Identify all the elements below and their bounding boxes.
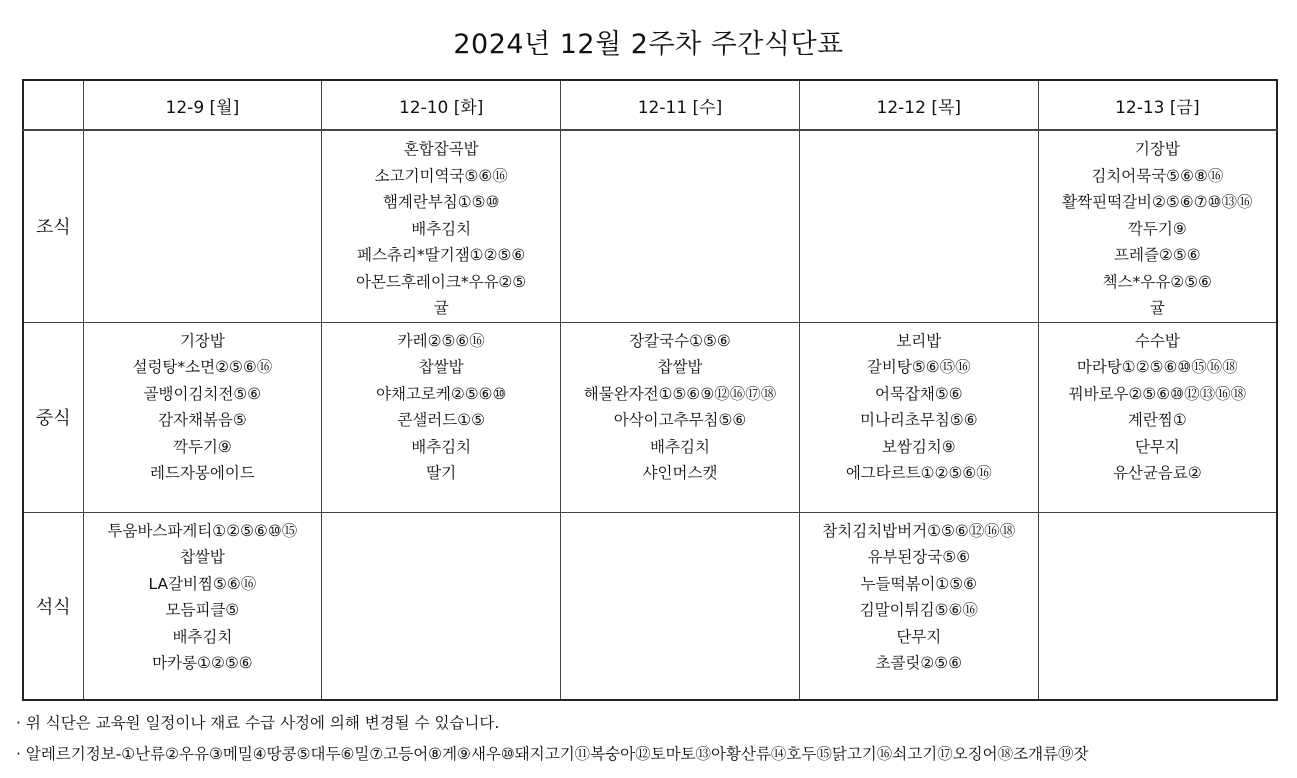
- dish-item: 콘샐러드①⑤: [397, 411, 486, 429]
- dish-item: 아몬드후레이크*우유②⑤: [356, 272, 527, 291]
- dish-item: 배추김치: [172, 627, 233, 646]
- dish-item: 햄계란부침①⑤⑩: [382, 193, 500, 211]
- meal-label: 석식: [23, 512, 83, 700]
- dish-item: 설렁탕*소면②⑤⑥⑯: [132, 358, 273, 376]
- menu-cell: [322, 322, 561, 512]
- dish-item: 페스츄리*딸기잼①②⑤⑥: [357, 246, 526, 264]
- menu-cell: [83, 512, 322, 700]
- dish-item: 골뱅이김치전⑤⑥: [143, 384, 262, 403]
- dish-item: 야채고로케②⑤⑥⑩: [375, 384, 507, 403]
- dish-item: 찹쌀밥: [657, 358, 703, 376]
- dish-item: 초콜릿②⑤⑥: [875, 654, 963, 672]
- dish-item: 장칼국수①⑤⑥: [629, 331, 731, 350]
- page-title: 2024년 12월 2주차 주간식단표: [453, 29, 844, 60]
- dish-item: 갈비탕⑤⑥⑮⑯: [866, 358, 971, 376]
- day-header: 12-10 [화]: [322, 80, 561, 130]
- day-header: 12-9 [월]: [83, 80, 322, 130]
- menu-cell: [561, 130, 800, 322]
- dish-item: 배추김치: [650, 437, 710, 456]
- day-header: 12-11 [수]: [561, 80, 800, 130]
- dish-item: 혼합잡곡밥: [403, 140, 479, 158]
- dish-item: 기장밥: [1134, 140, 1180, 158]
- dish-item: 단무지: [1134, 437, 1180, 456]
- meal-label: 중식: [23, 322, 83, 512]
- dish-item: 에그타르트①②⑤⑥⑯: [845, 464, 992, 482]
- day-header-row: [23, 80, 1277, 130]
- menu-cell: [83, 130, 322, 322]
- meal-label: 조식: [23, 130, 83, 322]
- dish-item: 활짝핀떡갈비②⑤⑥⑦⑩⑬⑯: [1062, 193, 1253, 211]
- dish-item: 찹쌀밥: [179, 548, 225, 566]
- footnotes: [16, 708, 1286, 770]
- dish-item: 기장밥: [179, 331, 225, 350]
- dish-item: 찹쌀밥: [418, 358, 464, 376]
- dish-item: 김말이튀김⑤⑥⑯: [859, 601, 978, 619]
- menu-cell: [1038, 130, 1277, 322]
- dish-item: 프레즐②⑤⑥: [1114, 246, 1201, 264]
- dish-item: 마라탕①②⑤⑥⑩⑮⑯⑱: [1076, 358, 1238, 376]
- dish-item: 보리밥: [896, 331, 942, 350]
- dish-item: 보쌈김치⑨: [881, 437, 956, 456]
- dish-item: 참치김치밥버거①⑤⑥⑫⑯⑱: [822, 521, 1016, 540]
- dish-item: 마카롱①②⑤⑥: [152, 654, 253, 672]
- menu-cell: [83, 322, 322, 512]
- dish-item: 모듬피클⑤: [165, 601, 240, 619]
- dish-item: 아삭이고추무침⑤⑥: [613, 411, 747, 429]
- menu-cell: [799, 512, 1038, 700]
- menu-cell: [561, 512, 800, 700]
- menu-cell: [799, 322, 1038, 512]
- dish-item: 해물완자전①⑤⑥⑨⑫⑯⑰⑱: [583, 384, 777, 403]
- dish-item: 누들떡볶이①⑤⑥: [860, 574, 978, 593]
- menu-cell: [561, 322, 800, 512]
- dish-item: 수수밥: [1134, 331, 1180, 350]
- meal-row-breakfast: [23, 130, 1277, 322]
- dish-item: 레드자몽에이드: [149, 464, 255, 482]
- dish-item: 계란찜①: [1127, 411, 1187, 429]
- menu-cell: [322, 130, 561, 322]
- dish-item: 감자채볶음⑤: [158, 411, 247, 429]
- menu-cell: [322, 512, 561, 700]
- dish-item: 꿔바로우②⑤⑥⑩⑫⑬⑯⑱: [1068, 384, 1247, 403]
- dish-item: 딸기: [426, 464, 457, 482]
- dish-item: 유부된장국⑤⑥: [867, 548, 971, 566]
- menu-cell: [799, 130, 1038, 322]
- allergy-info: · 알레르기정보-①난류②우유③메밀④땅콩⑤대두⑥밀⑦고등어⑧게⑨새우⑩돼지고기⑪복숭아⑫토마토⑬아황산류⑭호두⑮닭고기⑯쇠고기⑰오징어⑱조개류⑲잣: [16, 745, 1089, 763]
- dish-item: LA갈비찜⑤⑥⑯: [148, 574, 257, 593]
- meal-row-lunch: [23, 322, 1277, 512]
- weekly-menu-table: [22, 79, 1278, 701]
- dish-item: 깍두기⑨: [1127, 219, 1187, 238]
- dish-item: 단무지: [896, 627, 942, 646]
- dish-item: 첵스*우유②⑤⑥: [1102, 272, 1213, 291]
- dish-item: 소고기미역국⑤⑥⑯: [374, 166, 508, 185]
- dish-item: 카레②⑤⑥⑯: [397, 331, 485, 350]
- dish-item: 깍두기⑨: [172, 437, 232, 456]
- menu-cell: [1038, 512, 1277, 700]
- day-header: 12-12 [목]: [799, 80, 1038, 130]
- dish-item: 귤: [1149, 299, 1165, 317]
- dish-item: 배추김치: [411, 437, 472, 456]
- dish-item: 김치어묵국⑤⑥⑧⑯: [1091, 166, 1224, 185]
- dish-item: 유산균음료②: [1112, 464, 1202, 482]
- menu-cell: [1038, 322, 1277, 512]
- dish-item: 샤인머스캣: [642, 464, 718, 482]
- dish-item: 투움바스파게티①②⑤⑥⑩⑮: [107, 521, 298, 540]
- dish-item: 어묵잡채⑤⑥: [874, 384, 963, 403]
- meal-row-dinner: [23, 512, 1277, 700]
- dish-item: 귤: [433, 299, 449, 317]
- dish-item: 미나리초무침⑤⑥: [859, 411, 978, 429]
- dish-item: 배추김치: [411, 219, 472, 238]
- day-header: 12-13 [금]: [1038, 80, 1277, 130]
- change-notice: · 위 식단은 교육원 일정이나 재료 수급 사정에 의해 변경될 수 있습니다.: [16, 714, 500, 732]
- corner-cell: [23, 80, 83, 130]
